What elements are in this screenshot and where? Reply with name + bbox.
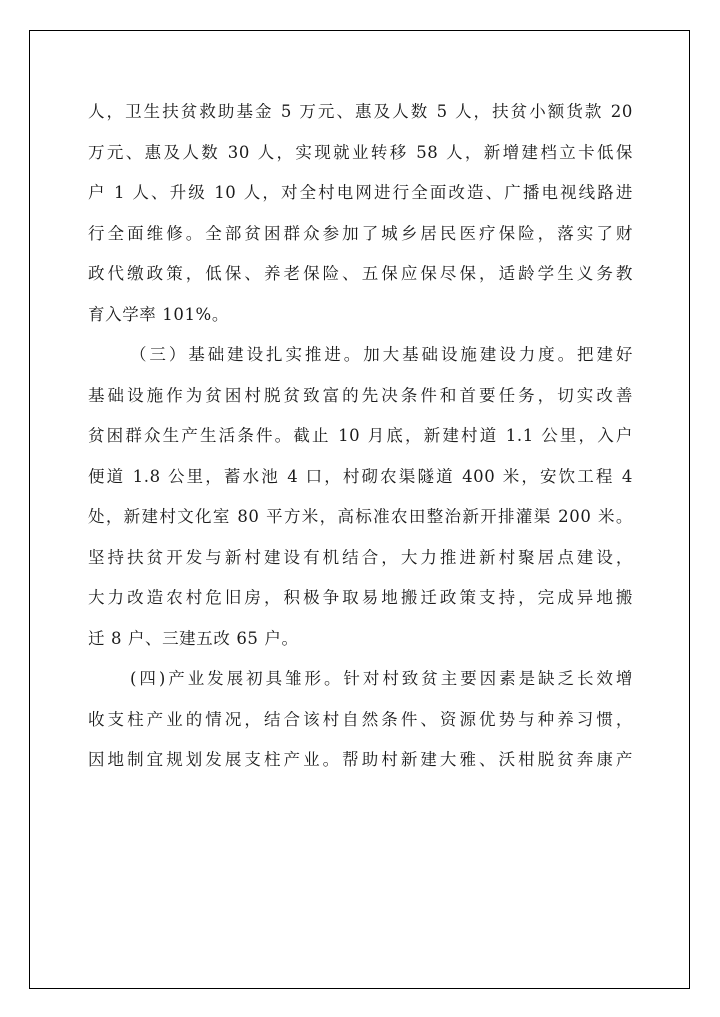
text-line: 人，卫生扶贫救助基金 5 万元、惠及人数 5 人，扶贫小额货款 20 bbox=[88, 102, 633, 121]
text-line: 坚持扶贫开发与新村建设有机结合，大力推进新村聚居点建设， bbox=[88, 547, 633, 567]
text-line: 因地制宜规划发展支柱产业。帮助村新建大雅、沃柑脱贫奔康产 bbox=[88, 750, 633, 769]
text-line: 便道 1.8 公里，蓄水池 4 口，村砌农渠隧道 400 米，安饮工程 4 bbox=[88, 466, 633, 486]
text-line: 行全面维修。全部贫困群众参加了城乡居民医疗保险，落实了财 bbox=[88, 223, 633, 243]
section-heading-line: (四)产业发展初具雏形。针对村致贫主要因素是缺乏长效增 bbox=[130, 669, 633, 688]
text-line: 收支柱产业的情况，结合该村自然条件、资源优势与种养习惯， bbox=[88, 709, 633, 729]
text-line: 迁 8 户、三建五改 65 户。 bbox=[88, 628, 299, 648]
text-line: 基础设施作为贫困村脱贫致富的先决条件和首要任务，切实改善 bbox=[88, 385, 633, 405]
text-line: 育入学率 101%。 bbox=[88, 304, 229, 324]
text-line: 万元、惠及人数 30 人，实现就业转移 58 人，新增建档立卡低保 bbox=[88, 142, 633, 162]
text-line: 贫困群众生产生活条件。截止 10 月底，新建村道 1.1 公里，入户 bbox=[88, 426, 633, 445]
text-line: 处，新建村文化室 80 平方米，高标准农田整治新开排灌渠 200 米。 bbox=[88, 507, 633, 526]
section-heading-line: （三）基础建设扎实推进。加大基础设施建设力度。把建好 bbox=[130, 345, 633, 364]
document-body bbox=[88, 92, 633, 781]
text-line: 户 1 人、升级 10 人，对全村电网进行全面改造、广播电视线路进 bbox=[88, 183, 633, 202]
text-line: 大力改造农村危旧房，积极争取易地搬迁政策支持，完成异地搬 bbox=[88, 588, 633, 607]
text-line: 政代缴政策，低保、养老保险、五保应保尽保，适龄学生义务教 bbox=[88, 264, 633, 283]
